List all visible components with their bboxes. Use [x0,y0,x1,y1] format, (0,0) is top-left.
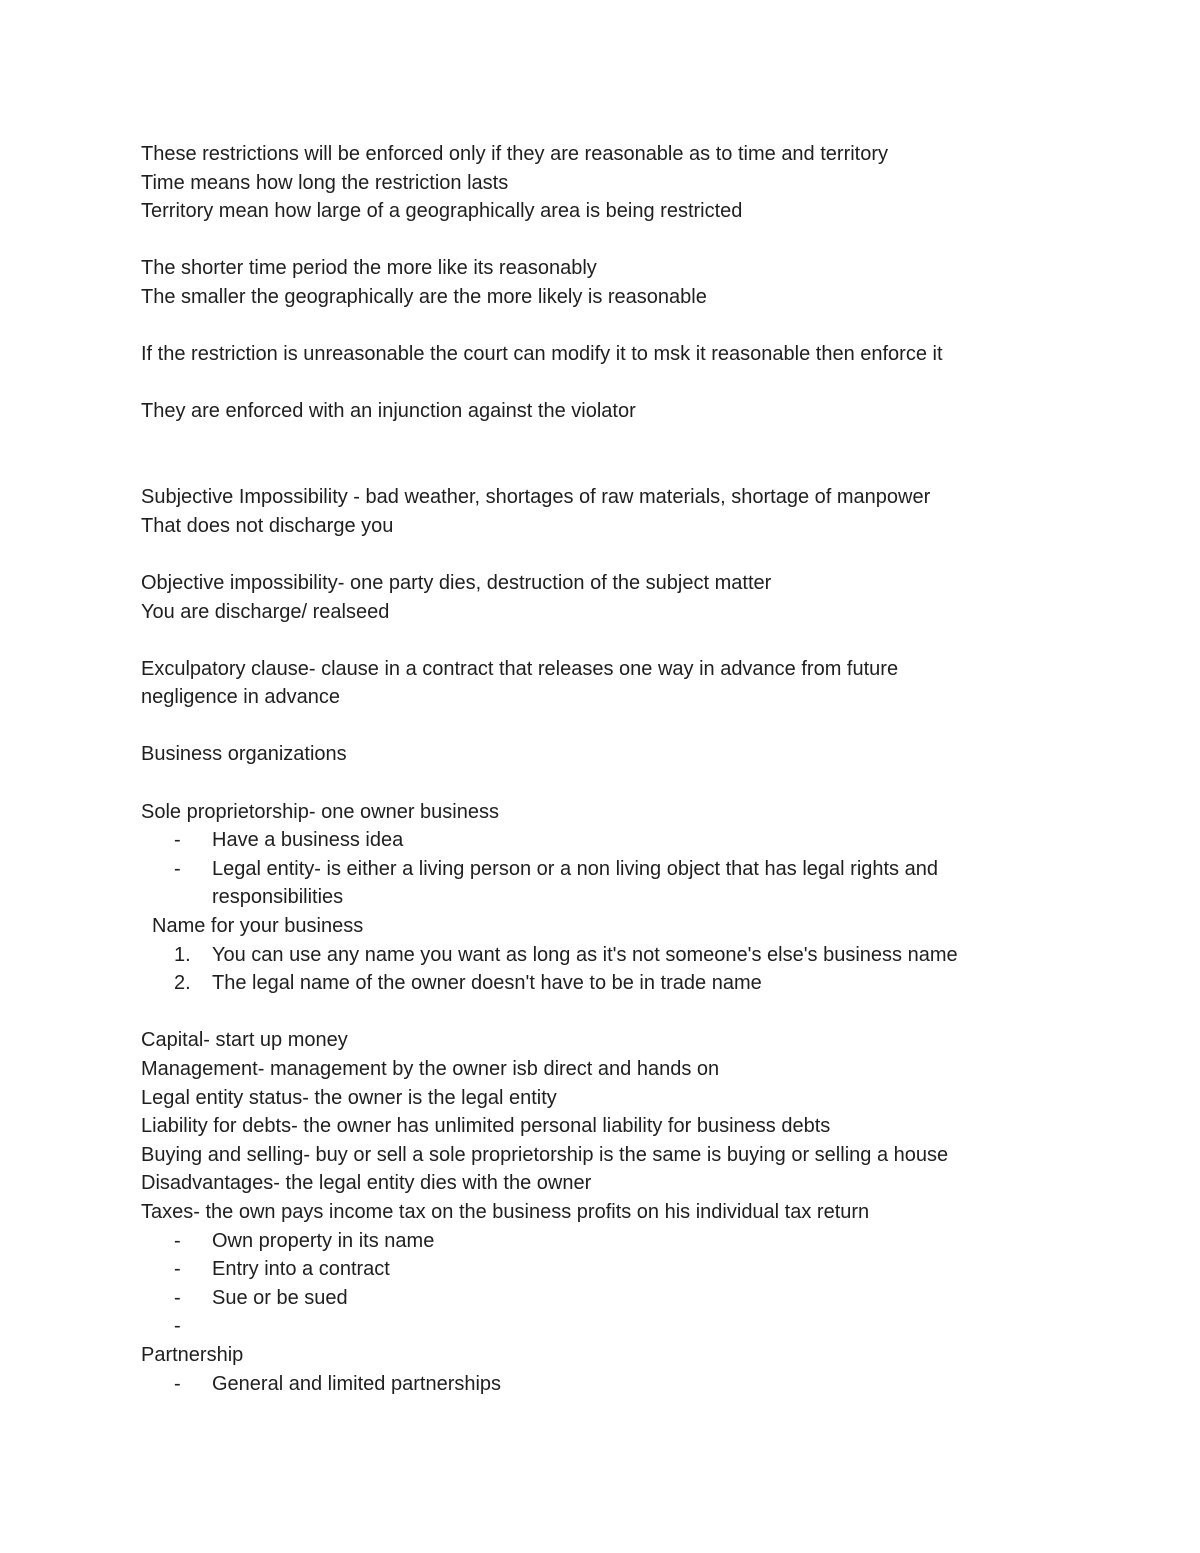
blank-line [141,712,1101,741]
numbered-list-item [141,969,1101,998]
bullet-marker: - [174,829,181,852]
paragraph-line: That does not discharge you [141,514,394,537]
list-item-text: responsibilities [212,886,344,909]
list-item [141,1284,1101,1313]
paragraph-line: Liability for debts- the owner has unlimited personal liability for business debts [141,1115,831,1138]
bullet-marker: - [174,1286,181,1309]
paragraph-line: You are discharge/ realseed [141,600,390,623]
list-item-text: Sue or be sued [212,1286,348,1309]
section-heading: Business organizations [141,743,347,766]
paragraph-line: Time means how long the restriction lasts [141,171,509,194]
blank-line [141,540,1101,569]
blank-line [141,226,1101,255]
list-item-text: Have a business idea [212,829,404,852]
bullet-marker: - [174,1229,181,1252]
list-item [141,1370,1101,1399]
list-item-text: Entry into a contract [212,1258,390,1281]
blank-line [141,998,1101,1027]
paragraph-line: Buying and selling- buy or sell a sole proprietorship is the same is buying or selling a house [141,1143,949,1166]
paragraph-line: negligence in advance [141,686,341,709]
paragraph-line: Exculpatory clause- clause in a contract that releases one way in advance from future [141,657,899,680]
paragraph-line: Subjective Impossibility - bad weather, shortages of raw materials, shortage of manpower [141,486,931,509]
paragraph-line: The shorter time period the more like its reasonably [141,257,597,280]
numbered-list-item [141,941,1101,970]
section-heading: Partnership [141,1343,244,1366]
list-item [141,1312,1101,1341]
paragraph-line: Name for your business [152,915,364,938]
blank-line [141,426,1101,455]
list-item-text: The legal name of the owner doesn't have to be in trade name [212,972,762,995]
document-page [141,140,1101,1398]
bullet-marker: - [174,1315,181,1338]
paragraph-line: Disadvantages- the legal entity dies with the owner [141,1172,592,1195]
list-item-text: General and limited partnerships [212,1372,502,1395]
blank-line [141,312,1101,341]
list-item [141,1255,1101,1284]
paragraph-line: Territory mean how large of a geographically area is being restricted [141,200,743,223]
list-item [141,1227,1101,1256]
paragraph-line: They are enforced with an injunction against the violator [141,400,636,423]
paragraph-line: Sole proprietorship- one owner business [141,800,499,823]
blank-line [141,626,1101,655]
paragraph-line: Taxes- the own pays income tax on the business profits on his individual tax return [141,1200,870,1223]
number-marker: 2. [174,972,191,995]
bullet-marker: - [174,1258,181,1281]
list-item-text: Own property in its name [212,1229,435,1252]
paragraph-line: If the restriction is unreasonable the court can modify it to msk it reasonable then enforce it [141,343,943,366]
paragraph-line: The smaller the geographically are the more likely is reasonable [141,285,707,308]
blank-line [141,769,1101,798]
blank-line [141,369,1101,398]
list-item-text: You can use any name you want as long as it's not someone's else's business name [212,943,958,966]
blank-line [141,455,1101,484]
bullet-marker: - [174,1372,181,1395]
paragraph-line: These restrictions will be enforced only if they are reasonable as to time and territory [141,143,889,165]
list-item [141,855,1101,884]
paragraph-line: Capital- start up money [141,1029,348,1052]
bullet-marker: - [174,857,181,880]
list-item-continuation [141,883,1101,912]
list-item [141,826,1101,855]
list-item-text: Legal entity- is either a living person or a non living object that has legal rights and [212,857,938,880]
paragraph-line: Legal entity status- the owner is the legal entity [141,1086,557,1109]
paragraph-line: Objective impossibility- one party dies, destruction of the subject matter [141,571,772,594]
paragraph-line: Management- management by the owner isb direct and hands on [141,1058,720,1080]
number-marker: 1. [174,943,191,966]
